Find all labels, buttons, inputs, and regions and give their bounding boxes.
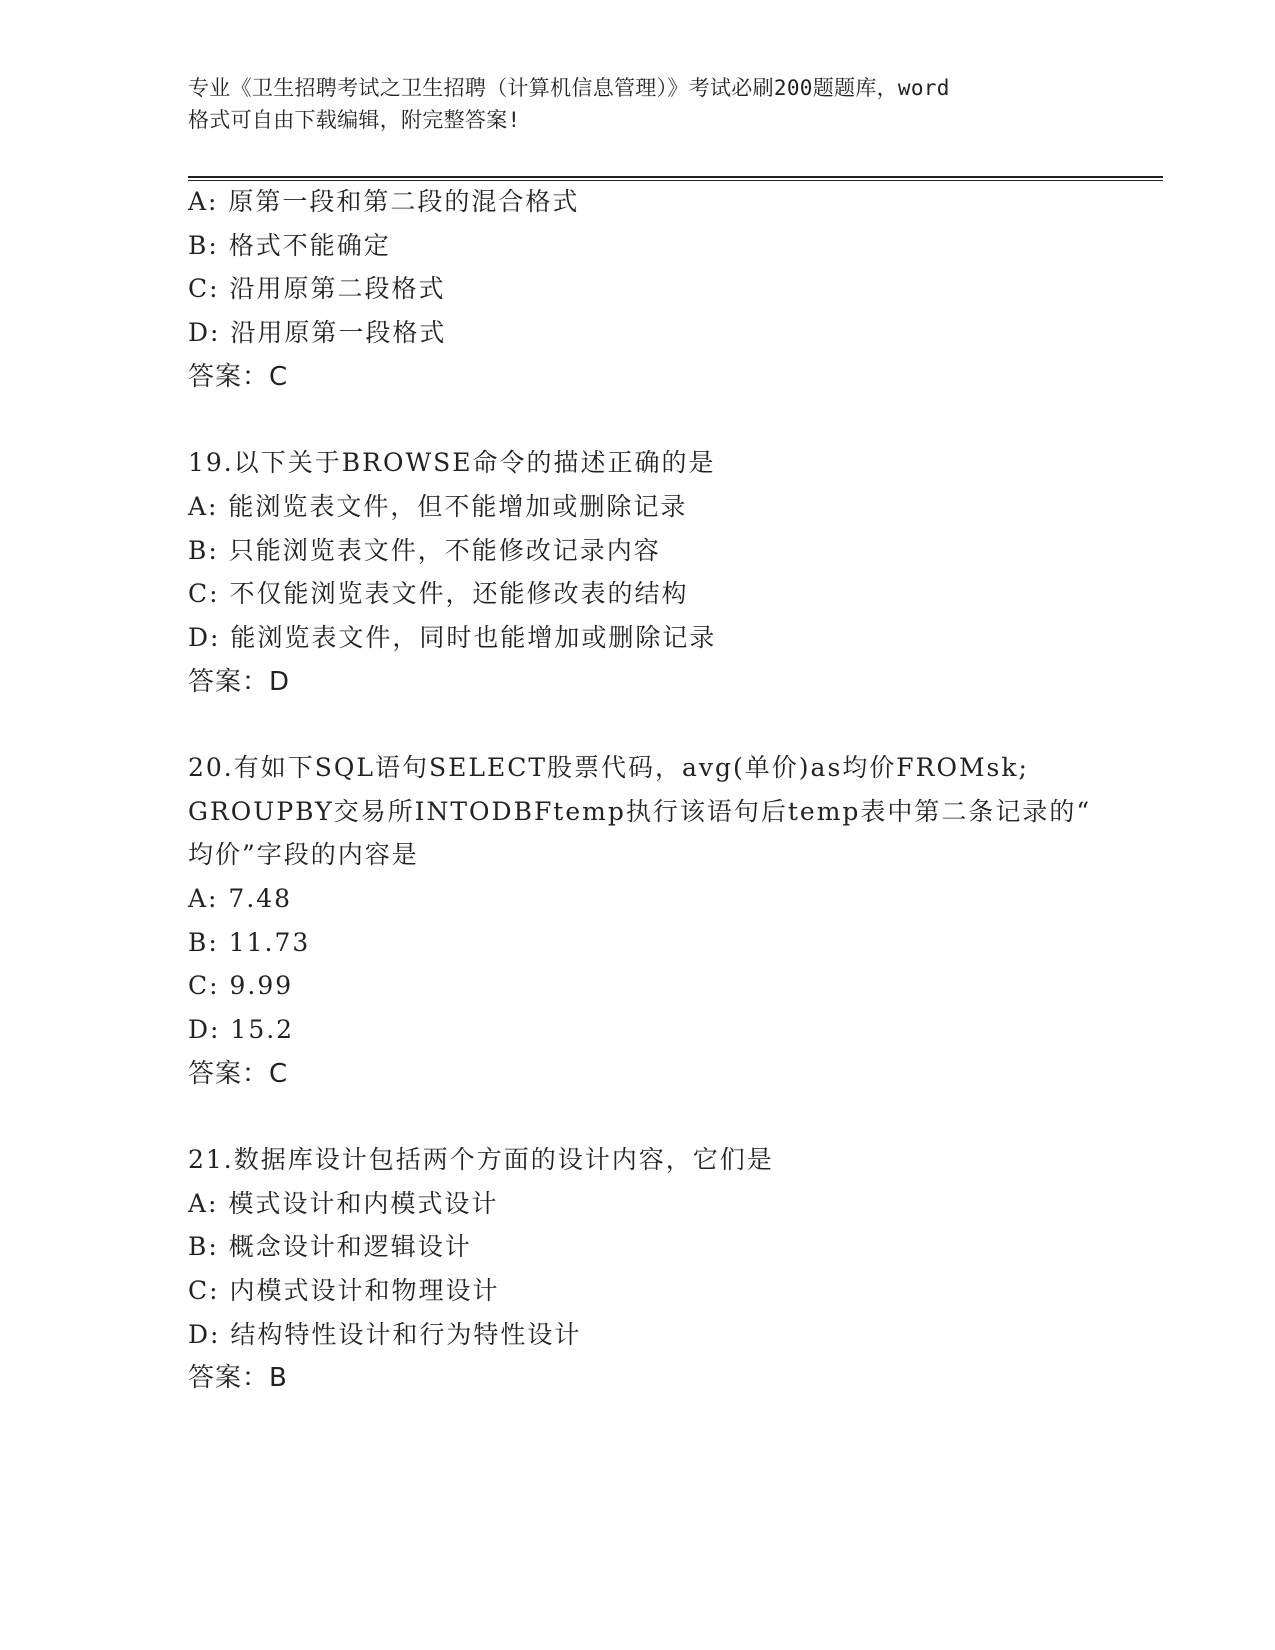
q20-option-c: C: 9.99 — [188, 971, 294, 1000]
q21-option-a: A: 模式设计和内模式设计 — [188, 1189, 499, 1218]
q18-option-a: A: 原第一段和第二段的混合格式 — [188, 187, 580, 216]
q21-option-d: D: 结构特性设计和行为特性设计 — [188, 1320, 582, 1349]
q21-option-c: C: 内模式设计和物理设计 — [188, 1276, 500, 1305]
q20-question-line-3: 均价”字段的内容是 — [188, 840, 419, 869]
q21-question: 21.数据库设计包括两个方面的设计内容，它们是 — [188, 1145, 774, 1174]
q19-option-b: B: 只能浏览表文件，不能修改记录内容 — [188, 536, 661, 565]
q20-option-d: D: 15.2 — [188, 1015, 295, 1044]
q18-option-d: D: 沿用原第一段格式 — [188, 318, 447, 347]
q21-answer: 答案：B — [188, 1363, 288, 1393]
q20-option-a: A: 7.48 — [188, 884, 293, 913]
header-divider — [188, 176, 1163, 181]
q21-option-b: B: 概念设计和逻辑设计 — [188, 1232, 472, 1261]
q18-option-b: B: 格式不能确定 — [188, 231, 391, 260]
q20-answer: 答案：C — [188, 1059, 289, 1089]
header-line-2: 格式可自由下载编辑，附完整答案! — [188, 108, 521, 132]
q19-option-a: A: 能浏览表文件，但不能增加或删除记录 — [188, 492, 688, 521]
document-header — [188, 72, 1088, 136]
q18-option-c: C: 沿用原第二段格式 — [188, 274, 446, 303]
q19-option-c: C: 不仅能浏览表文件，还能修改表的结构 — [188, 579, 689, 608]
q20-question-line-1: 20.有如下SQL语句SELECT股票代码，avg(单价)as均价FROMsk; — [188, 753, 1029, 782]
q19-question: 19.以下关于BROWSE命令的描述正确的是 — [188, 448, 716, 477]
q20-option-b: B: 11.73 — [188, 928, 311, 957]
q19-answer: 答案：D — [188, 667, 291, 697]
q19-option-d: D: 能浏览表文件，同时也能增加或删除记录 — [188, 623, 717, 652]
header-line-1: 专业《卫生招聘考试之卫生招聘（计算机信息管理）》考试必刷200题题库，word — [188, 76, 950, 100]
q20-question-line-2: GROUPBY交易所INTODBFtemp执行该语句后temp表中第二条记录的“ — [188, 797, 1092, 826]
q18-answer: 答案：C — [188, 362, 289, 392]
